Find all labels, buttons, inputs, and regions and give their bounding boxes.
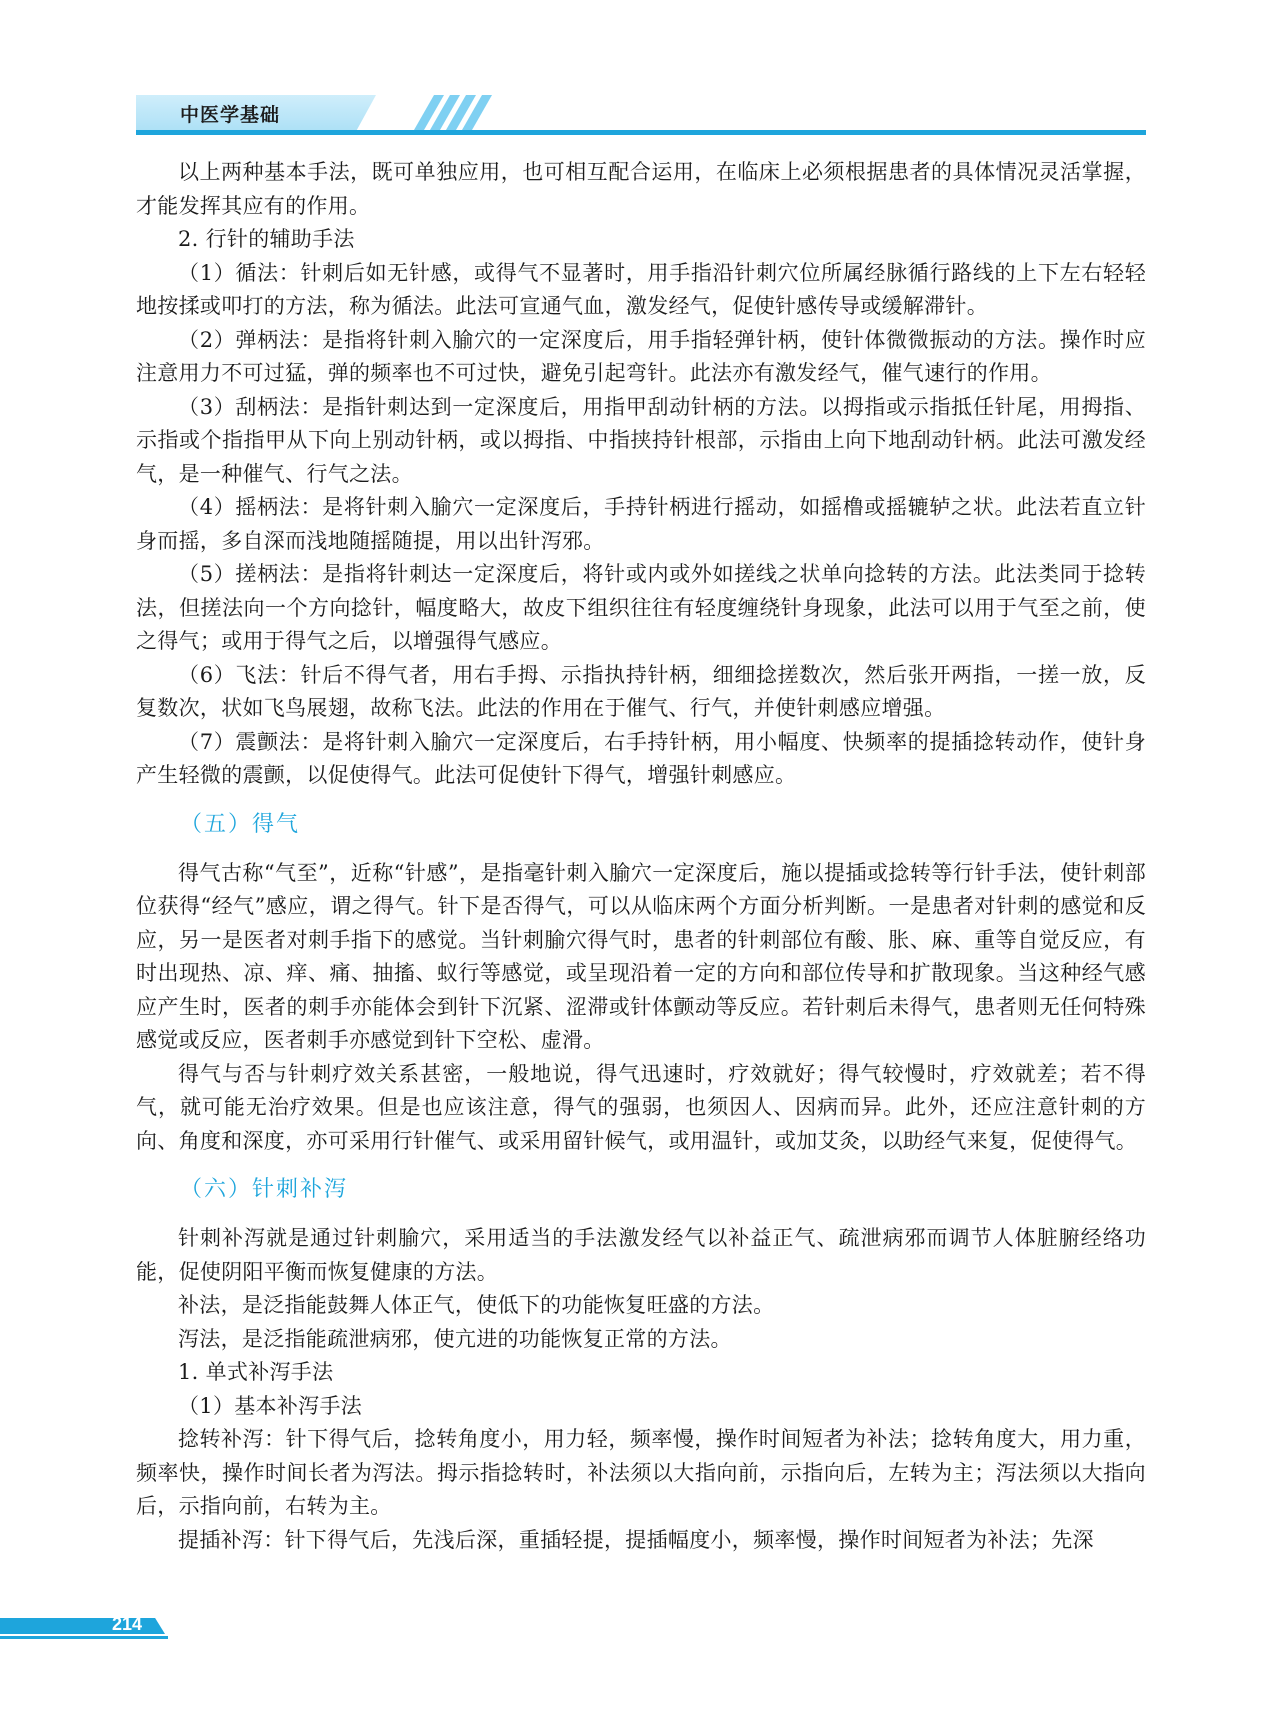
header-rule <box>136 130 1146 135</box>
paragraph: 提插补泻：针下得气后，先浅后深，重插轻提，提插幅度小，频率慢，操作时间短者为补法；先深 <box>178 1527 1094 1552</box>
paragraph: 泻法，是泛指能疏泄病邪，使亢进的功能恢复正常的方法。 <box>178 1326 732 1351</box>
paragraph: 以上两种基本手法，既可单独应用，也可相互配合运用，在临床上必须根据患者的具体情况灵活掌握，才能发挥其应有的作用。 <box>136 160 1146 218</box>
paragraph: （1）循法：针刺后如无针感，或得气不显著时，用手指沿针刺穴位所属经脉循行路线的上下左右轻轻地按揉或叩打的方法，称为循法。此法可宣通气血，激发经气，促使针感传导或缓解滞针。 <box>136 260 1146 318</box>
paragraph: 捻转补泻：针下得气后，捻转角度小，用力轻，频率慢，操作时间短者为补法；捻转角度大，用力重，频率快，操作时间长者为泻法。拇示指捻转时，补法须以大指向前，示指向后，左转为主；泻法须以大指向后，示指向前，右转为主。 <box>136 1427 1146 1518</box>
paragraph: （7）震颤法：是将针刺入腧穴一定深度后，右手持针柄，用小幅度、快频率的提插捻转动作，使针身产生轻微的震颤，以促使得气。此法可促使针下得气，增强针刺感应。 <box>136 729 1146 787</box>
paragraph: 补法，是泛指能鼓舞人体正气，使低下的功能恢复旺盛的方法。 <box>178 1293 775 1317</box>
paragraph: （5）搓柄法：是指将针刺达一定深度后，将针或内或外如搓线之状单向捻转的方法。此法类同于捻转法，但搓法向一个方向捻针，幅度略大，故皮下组织往往有轻度缠绕针身现象，此法可以用于气至之前，使之得气；或用于得气之后，以增强得气感应。 <box>136 562 1146 653</box>
footer-rule <box>0 1636 168 1639</box>
paragraph: （1）基本补泻手法 <box>178 1393 363 1418</box>
header-stripes-decoration <box>322 95 562 130</box>
paragraph: 2. 行针的辅助手法 <box>178 227 355 251</box>
paragraph: 1. 单式补泻手法 <box>178 1360 334 1384</box>
section-heading: （六）针刺补泻 <box>180 1177 349 1202</box>
paragraph: （2）弹柄法：是指将针刺入腧穴的一定深度后，用手指轻弹针柄，使针体微微振动的方法。操作时应注意用力不可过猛，弹的频率也不可过快，避免引起弯针。此法亦有激发经气，催气速行的作用。 <box>136 327 1146 385</box>
paragraph: （4）摇柄法：是将针刺入腧穴一定深度后，手持针柄进行摇动，如摇橹或摇辘轳之状。此法若直立针身而摇，多自深而浅地随摇随提，用以出针泻邪。 <box>136 495 1146 553</box>
section-heading: （五）得气 <box>180 811 301 837</box>
paragraph: （3）刮柄法：是指针刺达到一定深度后，用指甲刮动针柄的方法。以拇指或示指抵任针尾，用拇指、示指或个指指甲从下向上别动针柄，或以拇指、中指挟持针根部，示指由上向下地刮动针柄。此法可激发经气，是一种催气、行气之法。 <box>136 394 1146 486</box>
paragraph: （6）飞法：针后不得气者，用右手拇、示指执持针柄，细细捻搓数次，然后张开两指，一搓一放，反复数次，状如飞鸟展翅，故称飞法。此法的作用在于催气、行气，并使针刺感应增强。 <box>136 662 1146 720</box>
book-title: 中医学基础 <box>180 104 281 126</box>
paragraph: 针刺补泻就是通过针刺腧穴，采用适当的手法激发经气以补益正气、疏泄病邪而调节人体脏腑经络功能，促使阴阳平衡而恢复健康的方法。 <box>136 1226 1146 1284</box>
paragraph: 得气古称“气至”，近称“针感”，是指毫针刺入腧穴一定深度后，施以提插或捻转等行针手法，使针刺部位获得“经气”感应，谓之得气。针下是否得气，可以从临床两个方面分析判断。一是患者对针刺的感觉和反应，另一是医者对刺手指下的感觉。当针刺腧穴得气时，患者的针刺部位有酸、胀、麻、重等自觉反应，有时出现热、凉、痒、痛、抽搐、蚁行等感觉，或呈现沿着一定的方向和部位传导和扩散现象。当这种经气感应产生时，医者的刺手亦能体会到针下沉紧、涩滞或针体颤动等反应。若针刺后未得气，患者则无任何特殊感觉或反应，医者刺手亦感觉到针下空松、虚滑。 <box>136 860 1146 1052</box>
page-number: 214 <box>112 1614 143 1634</box>
page-header <box>136 95 1146 137</box>
page-body <box>136 156 1146 1557</box>
paragraph: 得气与否与针刺疗效关系甚密，一般地说，得气迅速时，疗效就好；得气较慢时，疗效就差；若不得气，就可能无治疗效果。但是也应该注意，得气的强弱，也须因人、因病而异。此外，还应注意针刺的方向、角度和深度，亦可采用行针催气、或采用留针候气，或用温针，或加艾灸，以助经气来复，促使得气。 <box>136 1061 1146 1153</box>
